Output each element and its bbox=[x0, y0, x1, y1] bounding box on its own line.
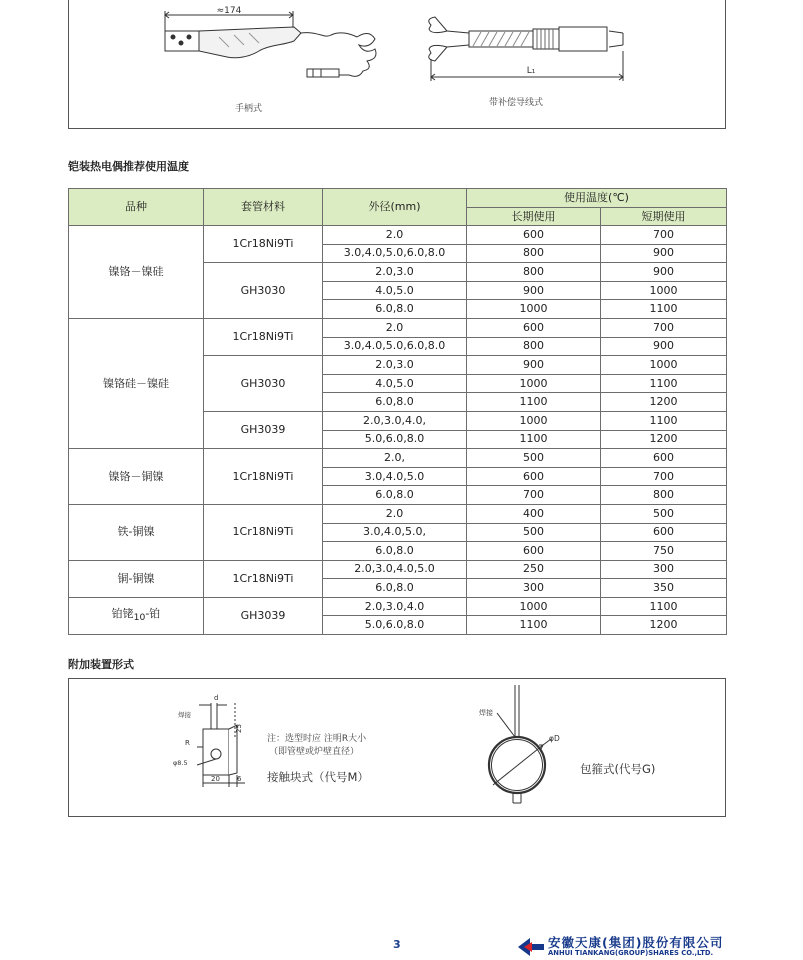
diameter-cell: 3.0,4.0,5.0 bbox=[323, 467, 467, 486]
sheath-cell: GH3030 bbox=[204, 263, 323, 319]
contact-weld-label: 焊接 bbox=[178, 711, 191, 719]
long-term-cell: 1000 bbox=[467, 597, 601, 616]
wire-dimension: L₁ bbox=[526, 66, 536, 76]
clamp-weld-label: 焊接 bbox=[479, 709, 493, 717]
short-term-cell: 700 bbox=[601, 318, 727, 337]
diameter-cell: 4.0,5.0 bbox=[323, 374, 467, 393]
attachment-section-title: 附加装置形式 bbox=[68, 658, 134, 671]
company-logo bbox=[516, 934, 546, 960]
diameter-cell: 2.0 bbox=[323, 504, 467, 523]
diameter-cell: 3.0,4.0,5.0,6.0,8.0 bbox=[323, 244, 467, 263]
short-term-cell: 1100 bbox=[601, 374, 727, 393]
dim-25: 25 bbox=[235, 724, 243, 733]
sheath-cell: GH3039 bbox=[204, 411, 323, 448]
table-row bbox=[69, 504, 727, 523]
temperature-section-title: 铠装热电偶推荐使用温度 bbox=[68, 160, 189, 173]
short-term-cell: 900 bbox=[601, 263, 727, 282]
clamp-drawing bbox=[489, 685, 551, 803]
long-term-cell: 1000 bbox=[467, 374, 601, 393]
diameter-cell: 5.0,6.0,8.0 bbox=[323, 616, 467, 635]
variety-cell: 镍铬硅－镍硅 bbox=[69, 318, 204, 448]
long-term-cell: 600 bbox=[467, 467, 601, 486]
short-term-cell: 750 bbox=[601, 542, 727, 561]
diameter-cell: 4.0,5.0 bbox=[323, 281, 467, 300]
short-term-cell: 1200 bbox=[601, 430, 727, 449]
variety-cell: 铜-铜镍 bbox=[69, 560, 204, 597]
short-term-cell: 700 bbox=[601, 226, 727, 245]
diameter-cell: 3.0,4.0,5.0,6.0,8.0 bbox=[323, 337, 467, 356]
sheath-cell: GH3039 bbox=[204, 597, 323, 634]
short-term-cell: 1200 bbox=[601, 393, 727, 412]
sheath-cell: GH3030 bbox=[204, 356, 323, 412]
attachment-drawings bbox=[69, 679, 727, 818]
short-term-cell: 900 bbox=[601, 244, 727, 263]
long-term-cell: 800 bbox=[467, 337, 601, 356]
dim-d: d bbox=[214, 694, 219, 702]
diameter-cell: 2.0,3.0 bbox=[323, 356, 467, 375]
long-term-cell: 900 bbox=[467, 356, 601, 375]
long-term-cell: 1100 bbox=[467, 393, 601, 412]
short-term-cell: 1000 bbox=[601, 356, 727, 375]
long-term-cell: 500 bbox=[467, 523, 601, 542]
sheath-cell: 1Cr18Ni9Ti bbox=[204, 318, 323, 355]
sheath-cell: 1Cr18Ni9Ti bbox=[204, 560, 323, 597]
long-term-cell: 600 bbox=[467, 542, 601, 561]
diameter-cell: 6.0,8.0 bbox=[323, 542, 467, 561]
company-name-cn: 安徽天康(集团)股份有限公司 bbox=[548, 935, 724, 950]
table-row bbox=[69, 597, 727, 616]
variety-cell: 镍铬－镍硅 bbox=[69, 226, 204, 319]
diameter-cell: 3.0,4.0,5.0, bbox=[323, 523, 467, 542]
header-variety: 品种 bbox=[69, 189, 204, 226]
diameter-cell: 6.0,8.0 bbox=[323, 393, 467, 412]
diameter-cell: 6.0,8.0 bbox=[323, 486, 467, 505]
dim-20: 20 bbox=[211, 775, 220, 783]
variety-cell: 铂铑$_{10}$-铂 bbox=[69, 597, 204, 634]
short-term-cell: 600 bbox=[601, 449, 727, 468]
short-term-cell: 1100 bbox=[601, 597, 727, 616]
short-term-cell: 900 bbox=[601, 337, 727, 356]
top-figure-box bbox=[68, 0, 726, 129]
diameter-cell: 2.0 bbox=[323, 226, 467, 245]
table-row bbox=[69, 449, 727, 468]
thermocouple-figures bbox=[69, 0, 727, 130]
short-term-cell: 700 bbox=[601, 467, 727, 486]
temperature-table bbox=[68, 188, 727, 635]
diameter-cell: 5.0,6.0,8.0 bbox=[323, 430, 467, 449]
long-term-cell: 600 bbox=[467, 226, 601, 245]
diameter-cell: 2.0,3.0,4.0,5.0 bbox=[323, 560, 467, 579]
handle-type-drawing bbox=[165, 11, 376, 77]
long-term-cell: 700 bbox=[467, 486, 601, 505]
diameter-cell: 2.0,3.0,4.0, bbox=[323, 411, 467, 430]
table-row bbox=[69, 318, 727, 337]
clamp-caption: 包箍式(代号G) bbox=[580, 762, 656, 776]
sheath-cell: 1Cr18Ni9Ti bbox=[204, 504, 323, 560]
attachment-box bbox=[68, 678, 726, 817]
dim-hole: φ8.5 bbox=[173, 759, 188, 767]
temperature-table-body bbox=[69, 226, 727, 635]
table-row bbox=[69, 560, 727, 579]
diameter-cell: 6.0,8.0 bbox=[323, 579, 467, 598]
short-term-cell: 350 bbox=[601, 579, 727, 598]
diameter-cell: 2.0, bbox=[323, 449, 467, 468]
wire-label: 带补偿导线式 bbox=[489, 98, 544, 108]
long-term-cell: 400 bbox=[467, 504, 601, 523]
header-long-term: 长期使用 bbox=[467, 208, 601, 226]
dim-6: 6 bbox=[237, 775, 242, 783]
long-term-cell: 600 bbox=[467, 318, 601, 337]
long-term-cell: 500 bbox=[467, 449, 601, 468]
contact-note-line1: 注：选型时应 注明R大小 bbox=[267, 734, 367, 744]
long-term-cell: 1100 bbox=[467, 616, 601, 635]
sheath-cell: 1Cr18Ni9Ti bbox=[204, 449, 323, 505]
short-term-cell: 600 bbox=[601, 523, 727, 542]
diameter-cell: 2.0,3.0,4.0 bbox=[323, 597, 467, 616]
short-term-cell: 300 bbox=[601, 560, 727, 579]
company-name-en: ANHUI TIANKANG(GROUP)SHARES CO.,LTD. bbox=[548, 949, 714, 957]
header-sheath: 套管材料 bbox=[204, 189, 323, 226]
long-term-cell: 300 bbox=[467, 579, 601, 598]
short-term-cell: 800 bbox=[601, 486, 727, 505]
short-term-cell: 1000 bbox=[601, 281, 727, 300]
short-term-cell: 1100 bbox=[601, 300, 727, 319]
variety-cell: 铁-铜镍 bbox=[69, 504, 204, 560]
long-term-cell: 1000 bbox=[467, 300, 601, 319]
contact-block-caption: 接触块式（代号M） bbox=[267, 770, 369, 784]
long-term-cell: 1000 bbox=[467, 411, 601, 430]
handle-label: 手柄式 bbox=[235, 104, 263, 114]
handle-dimension: ≈174 bbox=[216, 6, 242, 16]
clamp-dim-d: φD bbox=[549, 734, 560, 743]
header-short-term: 短期使用 bbox=[601, 208, 727, 226]
short-term-cell: 500 bbox=[601, 504, 727, 523]
header-temperature: 使用温度(℃) bbox=[467, 189, 727, 208]
diameter-cell: 2.0 bbox=[323, 318, 467, 337]
dim-r: R bbox=[185, 739, 190, 747]
long-term-cell: 250 bbox=[467, 560, 601, 579]
long-term-cell: 900 bbox=[467, 281, 601, 300]
long-term-cell: 800 bbox=[467, 244, 601, 263]
short-term-cell: 1200 bbox=[601, 616, 727, 635]
long-term-cell: 800 bbox=[467, 263, 601, 282]
variety-cell: 镍铬－铜镍 bbox=[69, 449, 204, 505]
table-row bbox=[69, 226, 727, 245]
sheath-cell: 1Cr18Ni9Ti bbox=[204, 226, 323, 263]
diameter-cell: 2.0,3.0 bbox=[323, 263, 467, 282]
contact-note-line2: （即管壁或炉壁直径） bbox=[269, 747, 360, 757]
header-diameter: 外径(mm) bbox=[323, 189, 467, 226]
long-term-cell: 1100 bbox=[467, 430, 601, 449]
diameter-cell: 6.0,8.0 bbox=[323, 300, 467, 319]
page-number: 3 bbox=[393, 938, 401, 951]
short-term-cell: 1100 bbox=[601, 411, 727, 430]
